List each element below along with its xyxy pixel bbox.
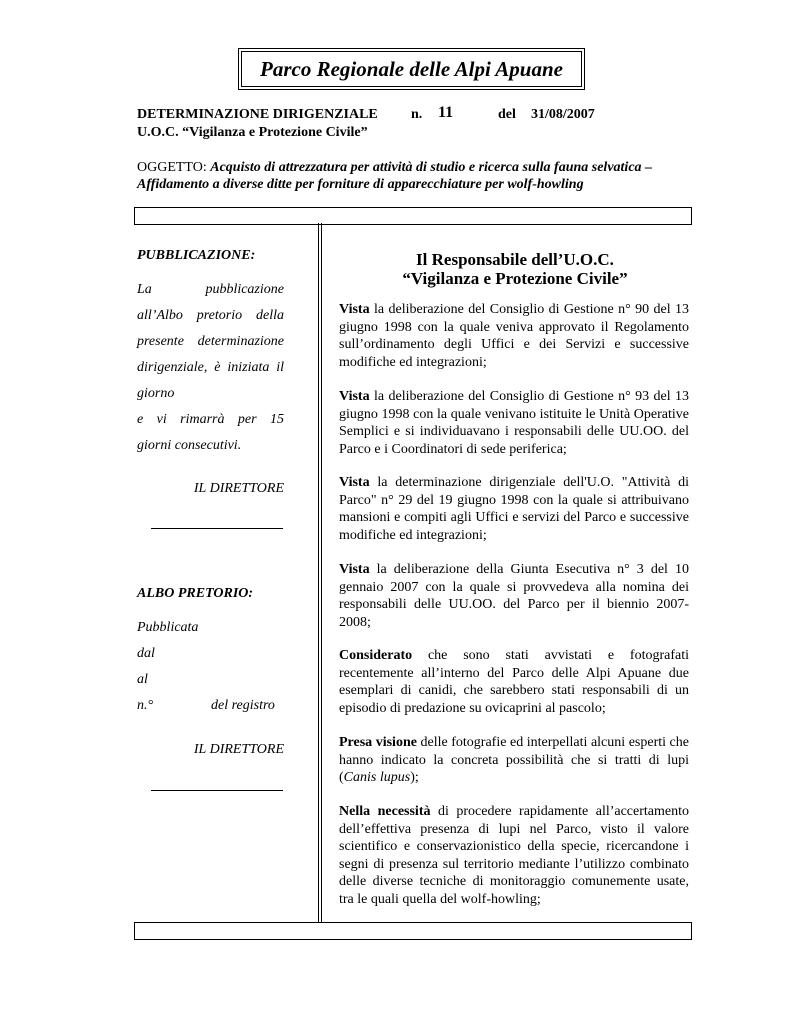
subject-label: OGGETTO: <box>137 160 207 175</box>
main-title-2: “Vigilanza e Protezione Civile” <box>402 269 628 288</box>
director-label-1: IL DIRETTORE <box>193 481 284 496</box>
paragraph-text: delle fotografie ed interpellati alcuni esperti che hanno indicato la concreta possibilità che si tratti di lupi ( <box>339 735 689 786</box>
albo-title: ALBO PRETORIO: <box>137 586 254 601</box>
register-label: del registro <box>211 698 275 713</box>
number-label: n. <box>411 107 423 122</box>
paragraph-text: la deliberazione del Consiglio di Gestione n° 90 del 13 giugno 1998 con la quale veniva approvato il Regolamento sull’ordinamento degli Uffici e dei Servizi e successive modifiche ed integrazioni; <box>339 302 689 370</box>
paragraph-lead: Vista <box>339 562 370 577</box>
paragraph <box>339 561 689 631</box>
species-name: Canis lupus <box>343 770 411 786</box>
director-label-2: IL DIRETTORE <box>193 742 284 757</box>
paragraph-text: la determinazione dirigenziale dell'U.O. "Attività di Parco" n° 29 del 19 giugno 1998 con la quale si attribuivano mansioni e compiti agli Uffici e servizi del Parco e successive modifiche ed integrazioni; <box>339 475 689 543</box>
paragraph-text: la deliberazione del Consiglio di Gestione n° 93 del 13 giugno 1998 con la quale venivano istituite le Unità Operative Semplici e si individuavano i responsabili delle UU.OO. del Parco e i Coordinatori di sede periferica; <box>339 389 689 457</box>
paragraph-lead: Presa visione <box>339 735 417 750</box>
table-bottom-box <box>134 922 692 940</box>
publication-line: giorni consecutivi. <box>137 438 242 453</box>
paragraph <box>339 388 689 458</box>
number-value: 11 <box>438 104 454 121</box>
paragraph <box>339 803 689 909</box>
subject-line-2: Affidamento a diverse ditte per forniture di apparecchiature per wolf-howling <box>137 177 584 192</box>
signature-line-2 <box>151 790 283 791</box>
paragraph-lead: Vista <box>339 475 370 490</box>
paragraph <box>339 734 689 787</box>
paragraph-text: che sono stati avvistati e fotografati recentemente all’interno del Parco delle Alpi Apuane due esemplari di canidi, che sarebbero stati responsabili di un episodio di predazione su ovicaprini al pascolo; <box>339 648 689 716</box>
column-divider <box>318 223 319 922</box>
publication-text <box>137 277 284 459</box>
al-label: al <box>137 672 148 687</box>
signature-line-1 <box>151 528 283 529</box>
table-top-box <box>134 207 692 225</box>
publication-line: e vi rimarrà per 15 <box>137 412 284 427</box>
document-title-box <box>241 51 582 87</box>
paragraph-lead: Vista <box>339 302 370 317</box>
subject-block <box>137 159 693 193</box>
org-title: Parco Regionale delle Alpi Apuane <box>260 56 563 81</box>
paragraph-lead: Considerato <box>339 648 413 663</box>
publication-line: dirigenziale, è iniziata il <box>137 360 284 375</box>
subject-line-1: Acquisto di attrezzatura per attività di studio e ricerca sulla fauna selvatica – <box>210 160 653 175</box>
register-number-label: n.° <box>137 698 154 713</box>
column-divider-double <box>321 223 322 922</box>
paragraph <box>339 474 689 544</box>
paragraph-lead: Nella necessità <box>339 804 431 819</box>
publication-line: all’Albo pretorio della <box>137 308 284 323</box>
publication-day: giorno <box>137 386 175 401</box>
main-title-1: Il Responsabile dell’U.O.C. <box>416 250 614 269</box>
paragraph <box>339 647 689 717</box>
date-label: del <box>498 107 516 122</box>
pubblicata-label: Pubblicata <box>137 620 199 635</box>
uoc-label: U.O.C. “Vigilanza e Protezione Civile” <box>137 125 368 140</box>
paragraph-tail: ); <box>410 770 419 786</box>
publication-line: La pubblicazione <box>137 282 284 297</box>
date-value: 31/08/2007 <box>531 107 595 122</box>
publication-line: presente determinazione <box>137 334 284 349</box>
publication-title: PUBBLICAZIONE: <box>137 248 256 263</box>
determination-label: DETERMINAZIONE DIRIGENZIALE <box>137 107 378 122</box>
paragraph-text: di procedere rapidamente all’accertamento dell’effettiva presenza di lupi nel Parco, visto il valore scientifico e conservazionistico della specie, ricercandone i segni di presenza sul territorio mediante l’utilizzo combinato delle diverse tecniche di monitoraggio comunemente usate, tra le quali quella del wolf-howling; <box>339 804 689 907</box>
paragraph <box>339 301 689 371</box>
paragraph-lead: Vista <box>339 389 370 404</box>
paragraph-text: la deliberazione della Giunta Esecutiva n° 3 del 10 gennaio 2007 con la quale si provvedeva alla nomina dei responsabili delle UU.OO. del Parco per il biennio 2007-2008; <box>339 562 689 630</box>
dal-label: dal <box>137 646 155 661</box>
